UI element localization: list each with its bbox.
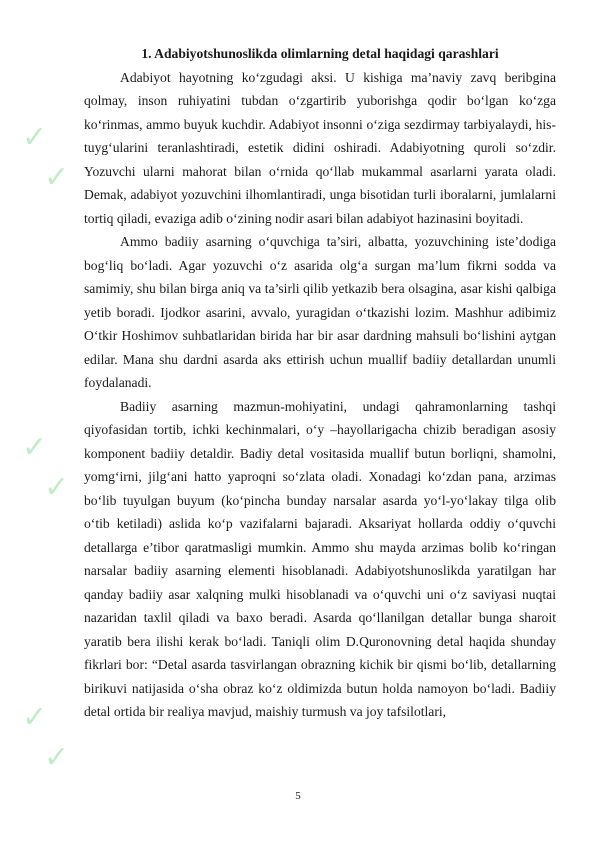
section-title: 1. Adabiyotshunoslikda olimlarning detal haqidagi qarashlari [141, 46, 499, 61]
watermark-mark: ✓ [44, 740, 70, 775]
document-body [84, 42, 556, 724]
page-number: 5 [295, 790, 301, 802]
watermark-mark: ✓ [22, 700, 48, 735]
body-paragraph: Adabiyot hayotning ko‘zgudagi aksi. U kishiga ma’naviy zavq beribgina qolmay, inson ruhiyatini tubdan o‘zgartirib yuborishga qodir bo‘lgan ko‘zga ko‘rinmas, ammo buyuk kuchdir. Adabiyot insonni o‘ziga sezdirmay tarbiyalaydi, his-tuyg‘ularini teranlashtiradi, estetik didini oshiradi. Adabiyotning quroli so‘zdir. Yozuvchi ularni mahorat bilan o‘rnida qo‘llab mukammal asarlarni yarata oladi. Demak, adabiyot yozuvchini ilhomlantiradi, unga bisotidan turli iboralarni, jumlalarni tortiq qiladi, evaziga adib o‘zining nodir asari bilan adabiyot hazinasini boyitadi. [84, 69, 556, 226]
watermark-mark: ✓ [22, 120, 48, 155]
body-paragraph: Ammo badiiy asarning o‘quvchiga ta’siri, albatta, yozuvchining iste’dodiga bog‘liq bo‘ladi. Agar yozuvchi o‘z asarida olg‘a surgan ma’lum fikrni sodda va samimiy, shu bilan birga aniq va ta’sirli qilib yetkazib bera olsagina, asar kishi qalbiga yetib boradi. Ijodkor asarini, avvalo, yuragidan o‘tkazishi lozim. Mashhur adibimiz O‘tkir Hoshimov suhbatlaridan birida har bir asar dardning mahsuli bo‘lishini aytgan edilar. Mana shu dardni asarda aks ettirish uchun muallif badiiy detallardan unumli foydalanadi. [84, 234, 556, 390]
watermark-mark: ✓ [44, 470, 70, 505]
watermark-mark: ✓ [44, 160, 70, 195]
watermark-mark: ✓ [22, 430, 48, 465]
body-paragraph: Badiiy asarning mazmun-mohiyatini, undagi qahramonlarning tashqi qiyofasidan tortib, ichki kechinmalari, o‘y –hayollarigacha chizib beradigan asosiy komponent badiiy detaldir. Badiy detal vositasida muallif butun borliqni, shamolni, yomg‘irni, jilg‘ani hatto yaproqni so‘zlata oladi. Xonadagi ko‘zdan pana, arzimas bo‘lib tuyulgan buyum (ko‘pincha bunday narsalar asarda yo‘l-yo‘lakay tilga olib o‘tib ketiladi) aslida ko‘p vazifalarni bajaradi. Aksariyat hollarda oddiy o‘quvchi detallarga e’tibor qaratmasligi mumkin. Ammo shu mayda arzimas bolib ko‘ringan narsalar badiiy asarning elementi hisoblanadi. Adabiyotshunoslikda yaratilgan har qanday badiiy asar xalqning mulki hisoblanadi va o‘quvchi uni o‘z saviyasi nuqtai nazaridan taxlil qiladi va baxo beradi. Asarda qo‘llanilgan detallar bunga sharoit yaratib bera ilishi kerak bo‘ladi. Taniqli olim D.Quronovning detal haqida shunday fikrlari bor: “Detal asarda tasvirlangan obrazning kichik bir qismi bo‘lib, detallarning birikuvi natijasida o‘sha obraz ko‘z oldimizda butun holda namoyon bo‘ladi. Badiiy detal ortida bir realiya mavjud, maishiy turmush va joy tafsilotlari, [84, 398, 556, 719]
